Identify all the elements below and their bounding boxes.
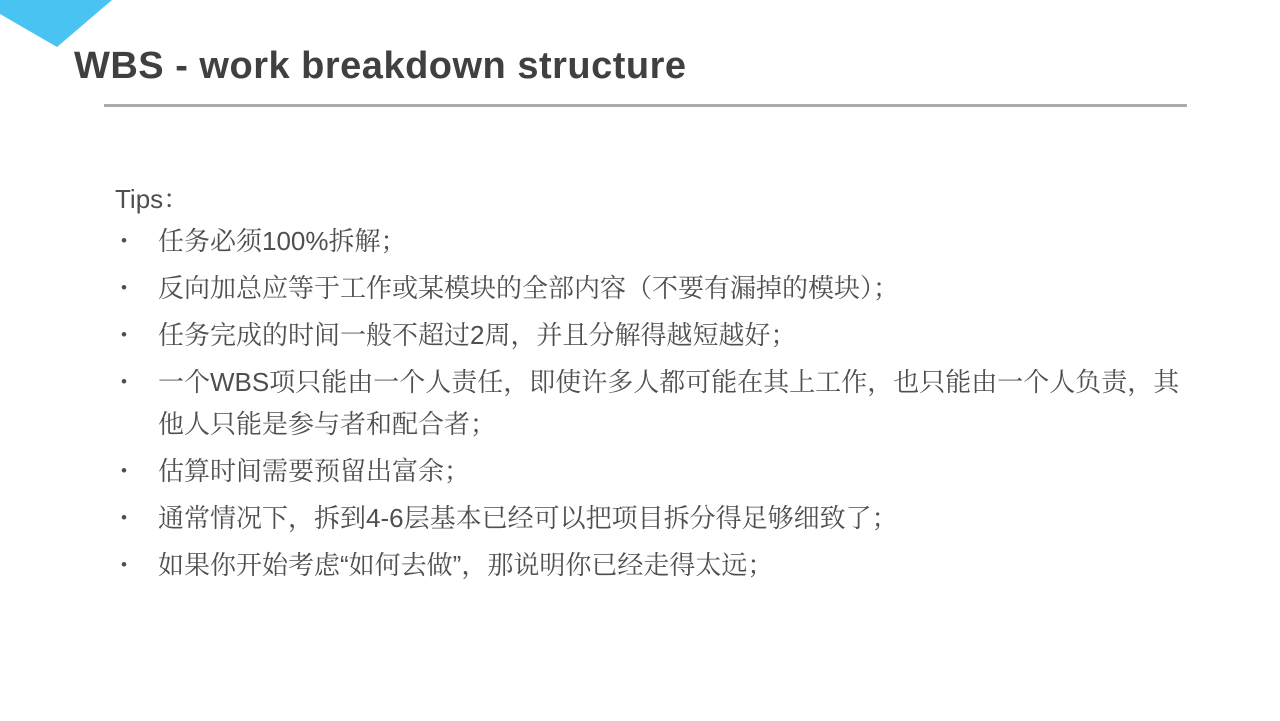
slide-title: WBS - work breakdown structure [74, 45, 687, 87]
bullet-marker: • [121, 372, 127, 391]
list-item [115, 361, 1188, 445]
list-item [115, 220, 1188, 262]
bullet-marker: • [121, 555, 127, 574]
bullet-marker: • [121, 278, 127, 297]
bullet-text: 如果你开始考虑“如何去做”，那说明你已经走得太远； [158, 550, 774, 580]
tips-list [115, 220, 1188, 586]
bullet-marker: • [121, 508, 127, 527]
tips-section [115, 178, 1188, 586]
bullet-text: 通常情况下，拆到4-6层基本已经可以把项目拆分得足够细致了； [158, 503, 898, 533]
bullet-text: 一个WBS项只能由一个人责任，即使许多人都可能在其上工作，也只能由一个人负责，其他人只能是参与者和配合者； [158, 367, 1180, 439]
list-item [115, 314, 1188, 356]
bullet-text: 反向加总应等于工作或某模块的全部内容（不要有漏掉的模块）； [158, 273, 900, 303]
corner-accent-shape [0, 0, 130, 50]
bullet-text: 任务必须100%拆解； [158, 226, 407, 256]
bullet-marker: • [121, 325, 127, 344]
list-item [115, 267, 1188, 309]
bullet-marker: • [121, 461, 127, 480]
bullet-text: 估算时间需要预留出富余； [158, 456, 471, 486]
list-item [115, 544, 1188, 586]
title-divider [104, 104, 1187, 107]
list-item [115, 450, 1188, 492]
list-item [115, 497, 1188, 539]
corner-accent-polygon [0, 0, 112, 47]
bullet-marker: • [121, 231, 127, 250]
bullet-text: 任务完成的时间一般不超过2周，并且分解得越短越好； [158, 320, 797, 350]
tips-label: Tips： [115, 184, 190, 214]
